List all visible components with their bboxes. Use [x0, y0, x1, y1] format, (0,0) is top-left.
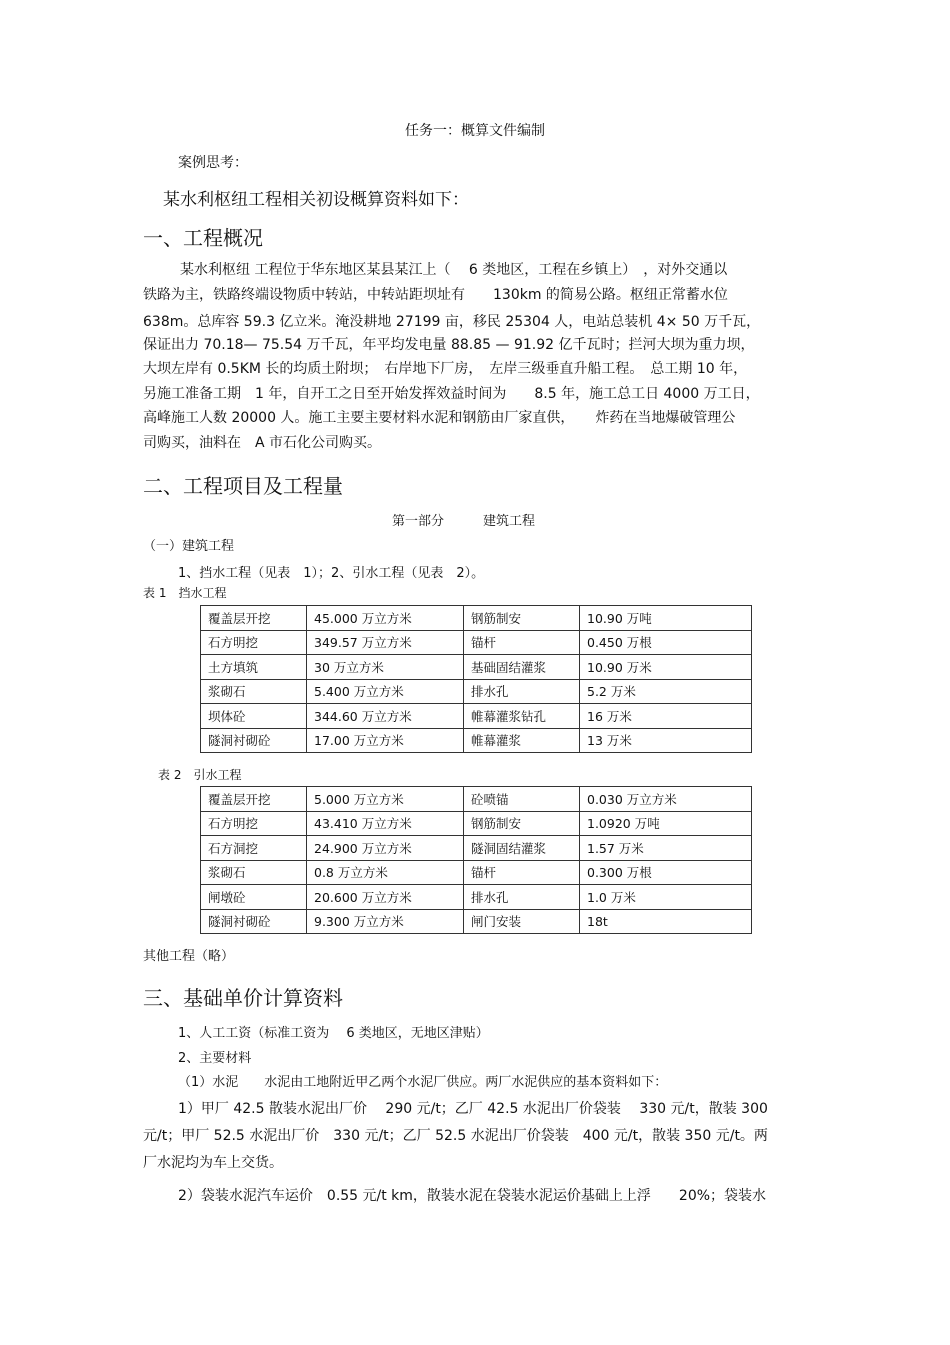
cement-line-2: 元/t；甲厂 52.5 水泥出厂价 330 元/t；乙厂 52.5 水泥出厂价袋装 400 元/t，散装 350 元/t。两 — [143, 1128, 768, 1144]
table-cell-item-quantity: 10.90 万米 — [580, 655, 752, 680]
section1-line-1: 某水利枢纽 工程位于华东地区某县某江上（ 6 类地区，工程在乡镇上） ，对外交通以 — [180, 262, 728, 278]
table-cell-item-name: 钢筋制安 — [464, 811, 580, 836]
table-row — [201, 811, 752, 836]
section1-line-3: 638m。总库容 59.3 亿立米。淹没耕地 27199 亩，移民 25304 人，电站总装机 4× 50 万千瓦， — [143, 314, 761, 330]
section1-line-7: 高峰施工人数 20000 人。施工主要主要材料水泥和钢筋由厂家直供， 炸药在当地爆破管理公 — [143, 410, 736, 426]
table-cell-item-quantity: 0.030 万立方米 — [580, 787, 752, 812]
section3-heading: 三、基础单价计算资料 — [143, 986, 343, 1010]
table-cell-item-quantity: 16 万米 — [580, 704, 752, 729]
table-cell-item-quantity: 5.2 万米 — [580, 679, 752, 704]
table-cell-item-name: 隧洞衬砌砼 — [201, 728, 307, 753]
other-works: 其他工程（略） — [143, 949, 235, 964]
table-cell-item-name: 石方洞挖 — [201, 836, 307, 861]
table-row — [201, 787, 752, 812]
section3-item1: 1、人工工资（标准工资为 6 类地区，无地区津贴） — [178, 1026, 489, 1041]
table-cell-item-quantity: 9.300 万立方米 — [307, 909, 464, 934]
table-cell-item-quantity: 13 万米 — [580, 728, 752, 753]
table-row — [201, 655, 752, 680]
cement-transport-line: 2）袋装水泥汽车运价 0.55 元/t km，散装水泥在袋装水泥运价基础上上浮 20%；袋装水 — [178, 1188, 767, 1204]
table-row — [201, 728, 752, 753]
section1-line-5: 大坝左岸有 0.5KM 长的均质土附坝； 右岸地下厂房， 左岸三级垂直升船工程。 总工期 10 年， — [143, 361, 748, 377]
page-title: 任务一：概算文件编制 — [405, 123, 545, 139]
table-cell-item-name: 覆盖层开挖 — [201, 787, 307, 812]
table-cell-item-name: 浆砌石 — [201, 679, 307, 704]
table-row — [201, 606, 752, 631]
table-row — [201, 704, 752, 729]
section1-line-8: 司购买，油料在 A 市石化公司购买。 — [143, 435, 382, 451]
table-row — [201, 836, 752, 861]
table-cell-item-name: 浆砌石 — [201, 860, 307, 885]
table-cell-item-name: 排水孔 — [464, 679, 580, 704]
table-cell-item-name: 土方填筑 — [201, 655, 307, 680]
table-cell-item-quantity: 1.0 万米 — [580, 885, 752, 910]
table-cell-item-quantity: 5.000 万立方米 — [307, 787, 464, 812]
table-cell-item-quantity: 349.57 万立方米 — [307, 630, 464, 655]
table-cell-item-name: 坝体砼 — [201, 704, 307, 729]
cement-line-1: 1）甲厂 42.5 散装水泥出厂价 290 元/t；乙厂 42.5 水泥出厂价袋装 330 元/t，散装 300 — [178, 1101, 768, 1117]
item-line: 1、挡水工程（见表 1）；2、引水工程（见表 2）。 — [178, 566, 485, 581]
table-cell-item-name: 砼喷锚 — [464, 787, 580, 812]
section1-line-4: 保证出力 70.18— 75.54 万千瓦，年平均发电量 88.85 — 91.92 亿千瓦时；拦河大坝为重力坝， — [143, 337, 755, 353]
section1-line-2: 铁路为主，铁路终端设物质中转站，中转站距坝址有 130km 的简易公路。枢纽正常蓄水位 — [143, 287, 728, 303]
part-label: 第一部分 建筑工程 — [392, 514, 536, 529]
section1-line-6: 另施工准备工期 1 年，自开工之日至开始发挥效益时间为 8.5 年，施工总工日 4000 万工日， — [143, 386, 760, 402]
table-cell-item-quantity: 17.00 万立方米 — [307, 728, 464, 753]
table1-caption: 表 1 挡水工程 — [143, 586, 227, 600]
sub-heading: （一）建筑工程 — [143, 539, 235, 554]
table-cell-item-name: 基础固结灌浆 — [464, 655, 580, 680]
table-cell-item-quantity: 344.60 万立方米 — [307, 704, 464, 729]
table-cell-item-name: 石方明挖 — [201, 811, 307, 836]
table-cell-item-name: 隧洞固结灌浆 — [464, 836, 580, 861]
table-cell-item-name: 石方明挖 — [201, 630, 307, 655]
table-cell-item-name: 帷幕灌浆钻孔 — [464, 704, 580, 729]
table-cell-item-name: 闸墩砼 — [201, 885, 307, 910]
table-cell-item-quantity: 0.300 万根 — [580, 860, 752, 885]
table-cell-item-quantity: 18t — [580, 909, 752, 934]
table-cell-item-name: 钢筋制安 — [464, 606, 580, 631]
table-cell-item-quantity: 24.900 万立方米 — [307, 836, 464, 861]
cement-line-3: 厂水泥均为车上交货。 — [143, 1155, 283, 1171]
section3-item2-1: （1）水泥 水泥由工地附近甲乙两个水泥厂供应。两厂水泥供应的基本资料如下： — [178, 1075, 668, 1090]
table-row — [201, 860, 752, 885]
table-row — [201, 679, 752, 704]
table2-caption: 表 2 引水工程 — [158, 768, 242, 782]
table2 — [200, 786, 752, 934]
section1-heading: 一、工程概况 — [143, 226, 263, 250]
table-row — [201, 630, 752, 655]
case-label: 案例思考： — [178, 155, 248, 171]
table-cell-item-quantity: 1.57 万米 — [580, 836, 752, 861]
table-cell-item-name: 隧洞衬砌砼 — [201, 909, 307, 934]
table-cell-item-quantity: 20.600 万立方米 — [307, 885, 464, 910]
table-cell-item-quantity: 0.450 万根 — [580, 630, 752, 655]
table-cell-item-name: 排水孔 — [464, 885, 580, 910]
table-cell-item-name: 覆盖层开挖 — [201, 606, 307, 631]
section2-heading: 二、工程项目及工程量 — [143, 474, 343, 498]
table-cell-item-name: 锚杆 — [464, 860, 580, 885]
section3-item2: 2、主要材料 — [178, 1051, 252, 1066]
table-cell-item-quantity: 0.8 万立方米 — [307, 860, 464, 885]
table-cell-item-name: 锚杆 — [464, 630, 580, 655]
table-row — [201, 909, 752, 934]
table-cell-item-quantity: 30 万立方米 — [307, 655, 464, 680]
table-cell-item-quantity: 5.400 万立方米 — [307, 679, 464, 704]
table-cell-item-quantity: 45.000 万立方米 — [307, 606, 464, 631]
intro-text: 某水利枢纽工程相关初设概算资料如下： — [163, 190, 469, 210]
table-cell-item-name: 闸门安装 — [464, 909, 580, 934]
table-cell-item-quantity: 1.0920 万吨 — [580, 811, 752, 836]
table1 — [200, 605, 752, 753]
table-cell-item-name: 帷幕灌浆 — [464, 728, 580, 753]
table-cell-item-quantity: 43.410 万立方米 — [307, 811, 464, 836]
table-row — [201, 885, 752, 910]
table-cell-item-quantity: 10.90 万吨 — [580, 606, 752, 631]
